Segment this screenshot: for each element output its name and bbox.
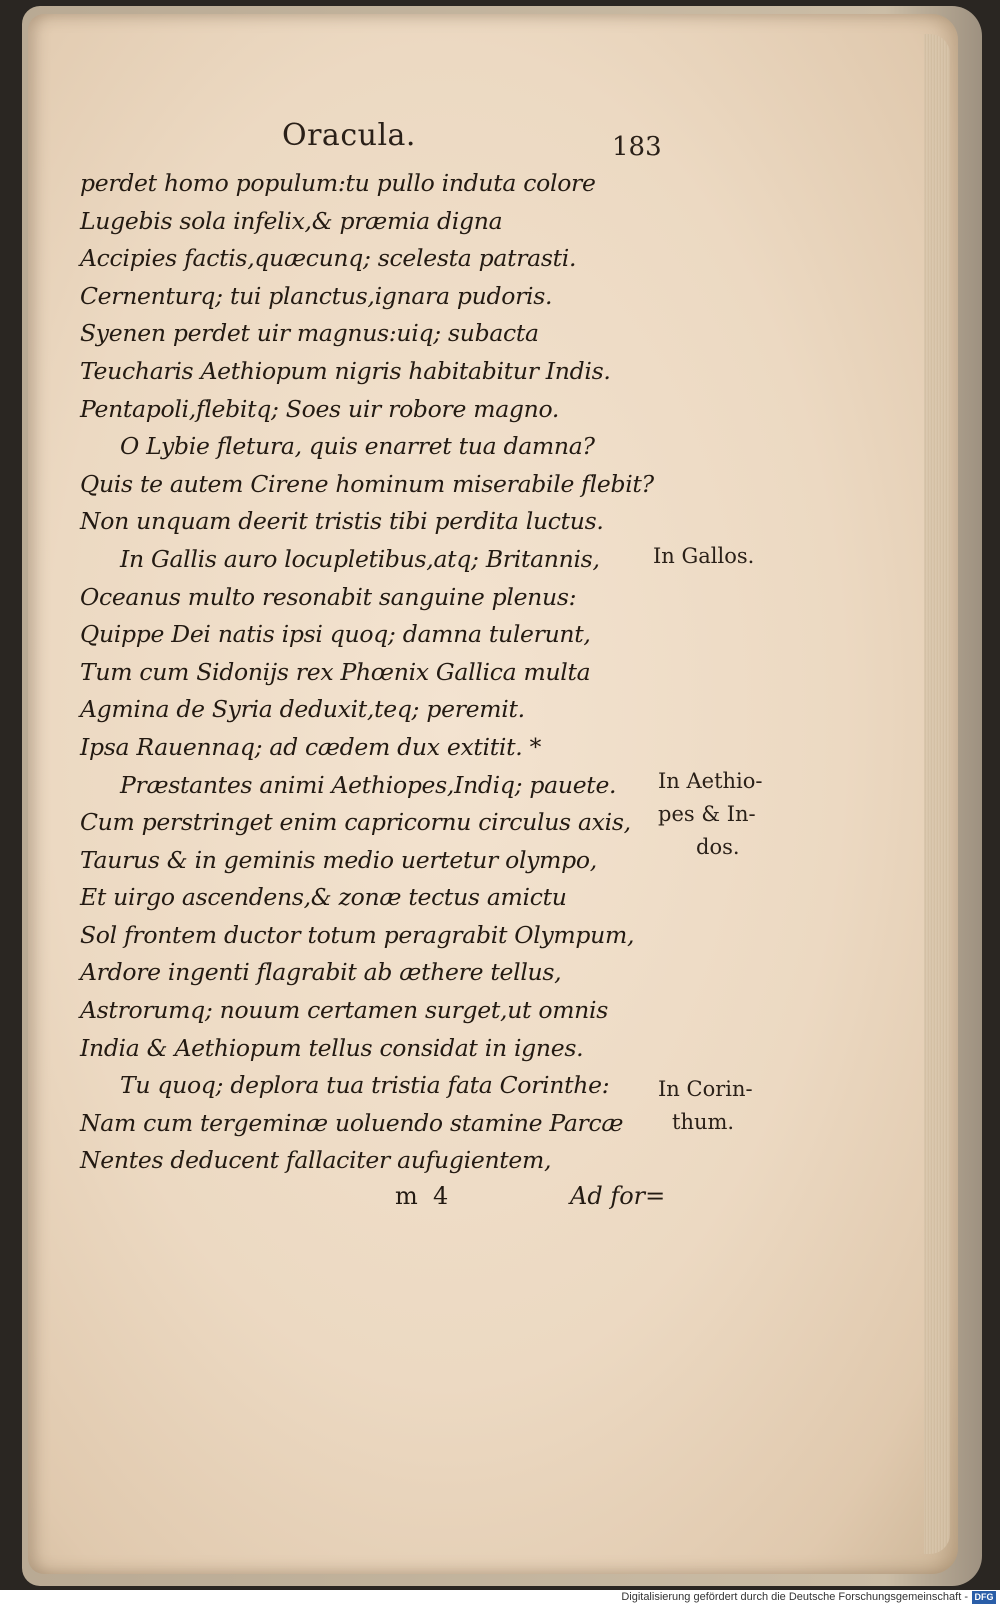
marginal-note-line: In Corin-	[658, 1077, 753, 1101]
verse-line: Tu quoq; deplora tua tristia fata Corinthe:	[120, 1071, 610, 1100]
verse-text	[80, 165, 654, 1180]
running-title: Oracula.	[282, 118, 416, 153]
verse-line: Quis te autem Cirene hominum miserabile flebit?	[80, 469, 654, 498]
verse-line: Sol frontem ductor totum peragrabit Olympum,	[80, 920, 635, 949]
marginal-note-line: pes & In-	[658, 802, 756, 826]
marginal-note-line: thum.	[672, 1110, 735, 1134]
verse-line: perdet homo populum:tu pullo induta colore	[80, 169, 596, 197]
verse-line: Tum cum Sidonijs rex Phœnix Gallica multa	[80, 657, 591, 686]
verse-line: Astrorumq; nouum certamen surget,ut omnis	[80, 996, 608, 1025]
verse-line: India & Aethiopum tellus considat in ignes.	[80, 1033, 584, 1062]
verse-line: Ardore ingenti flagrabit ab æthere tellus,	[80, 958, 562, 987]
verse-line: Taurus & in geminis medio uertetur olympo,	[80, 845, 597, 874]
marginal-note-line: In Gallos.	[653, 544, 755, 568]
marginal-note-aethiopes	[658, 765, 763, 864]
catchword: Ad for=	[570, 1182, 666, 1210]
verse-line: O Lybie fletura, quis enarret tua damna?	[120, 432, 595, 461]
verse-line: Cum perstringet enim capricornu circulus axis,	[80, 808, 631, 837]
verse-line: Nam cum tergeminæ uoluendo stamine Parcæ	[80, 1108, 624, 1137]
verse-line: Non unquam deerit tristis tibi perdita luctus.	[80, 507, 604, 536]
verse-line: Ipsa Rauennaq; ad cædem dux extitit. *	[80, 732, 542, 761]
marginal-note-gallos	[653, 540, 754, 573]
digitization-credit: Digitalisierung gefördert durch die Deutsche Forschungsgemeinschaft -	[621, 1591, 968, 1603]
verse-line: Præstantes animi Aethiopes,Indiq; pauete.	[120, 770, 617, 799]
verse-line: Accipies factis,quæcunq; scelesta patrasti.	[80, 244, 577, 273]
marginal-note-line: In Aethio-	[658, 769, 763, 793]
verse-line: Et uirgo ascendens,& zonæ tectus amictu	[80, 883, 567, 912]
verse-line: Agmina de Syria deduxit,teq; peremit.	[80, 695, 525, 724]
verse-line: Nentes deducent fallaciter aufugientem,	[80, 1146, 552, 1175]
verse-line: Syenen perdet uir magnus:uiq; subacta	[80, 319, 539, 348]
dfg-logo: DFG	[972, 1591, 996, 1604]
signature-mark: m 4	[395, 1182, 449, 1210]
page-number: 183	[612, 132, 662, 162]
marginal-note-corinthum	[658, 1073, 753, 1139]
verse-line: Lugebis sola infelix,& præmia digna	[80, 206, 503, 235]
marginal-note-line: dos.	[696, 835, 740, 859]
page-fore-edge	[924, 34, 950, 1554]
verse-line: Quippe Dei natis ipsi quoq; damna tulerunt,	[80, 620, 591, 649]
verse-line: Cernenturq; tui planctus,ignara pudoris.	[80, 281, 553, 310]
verse-line: Teucharis Aethiopum nigris habitabitur Indis.	[80, 356, 611, 385]
verse-line: In Gallis auro locupletibus,atq; Britannis,	[120, 544, 600, 573]
verse-line: Pentapoli,flebitq; Soes uir robore magno.	[80, 394, 560, 423]
verse-line: Oceanus multo resonabit sanguine plenus:	[80, 582, 577, 611]
